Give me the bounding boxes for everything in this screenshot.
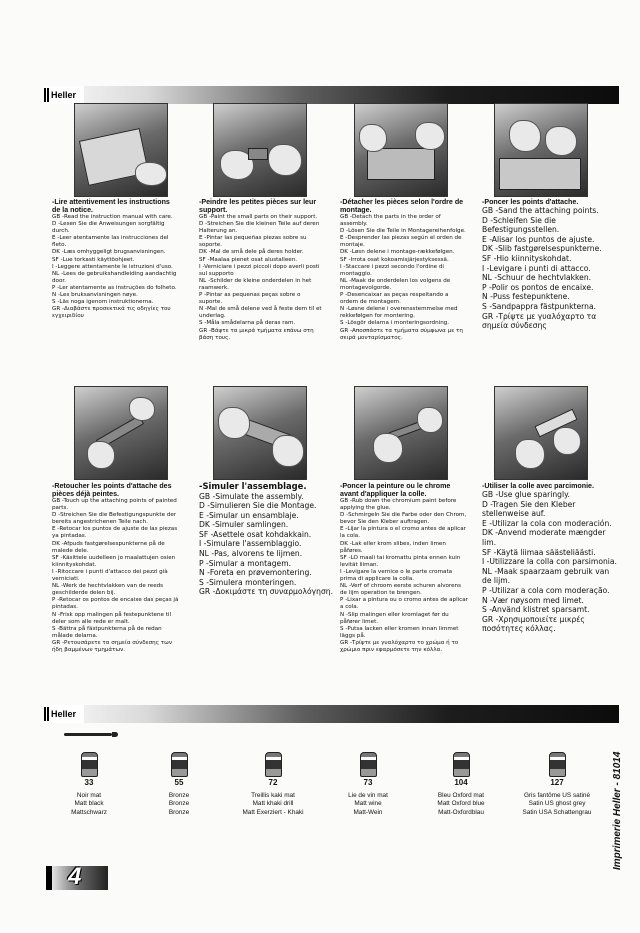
heller-logo: Heller bbox=[44, 86, 84, 104]
paint-33: 33 Noir mat Matt black Mattschwarz bbox=[34, 752, 144, 817]
step-1-photo bbox=[74, 103, 168, 197]
step-5-photo bbox=[74, 386, 168, 480]
step-3-photo bbox=[354, 103, 448, 197]
step-8-photo bbox=[494, 386, 588, 480]
paint-72: 72 Treillis kaki mat Matt khaki drill Matt Exerziert - Khaki bbox=[218, 752, 328, 817]
paint-can-icon bbox=[453, 752, 470, 777]
step-4-text: -Poncer les points d'attache. GB -Sand the attaching points. D -Schleifen Sie die Befestigungsstellen. E -Alisar los puntos de ajuste. DK -Slib fastgørelsespunkterne. SF -Hio kiinnityskohdat. I -Levigare i punti di attacco. NL -Schuur de hechtvlakken. P -Polir os pontos de encaixe. N -Puss festepunktene. S -Sandpappra fästpunkterna. GR -Τρίψτε με γυαλόχαρτο τα σημεία σύνδεσης bbox=[482, 198, 602, 331]
paint-104: 104 Bleu Oxford mat Matt Oxford blue Matt-Oxfordblau bbox=[406, 752, 516, 817]
page-number: 4 bbox=[68, 863, 82, 890]
step-3-text: -Détacher les pièces selon l'ordre de montage. GB -Detach the parts in the order of assembly. D -Lösen Sie die Teile in Montagereihenfolge. E -Desprender las piezas según el orden de montaje. DK -Løsn delene i montage-rækkefølgen. SF -Irrota osat kokoamisjärjestyksessä. I -Staccare i pezzi secondo l'ordine di montaggio. NL -Maak de onderdelen los volgens de montagevolgorde. P -Desencaixar as peças respeitando a ordem de montagem. N -Løsne delene i overensstemmelse med rekkefølgen for montering. S -Lösgör delarna i monteringsordning. GR -Αποσπάστε τα τμήματα σύμφωνα με τη σειρά μονταρίσματος. bbox=[340, 198, 466, 341]
page-number-badge bbox=[46, 863, 108, 890]
step-4-photo bbox=[494, 103, 588, 197]
step-5-text: -Retoucher les points d'attache des pièces déjà peintes. GB -Touch up the attaching points of painted parts. D -Streichen Sie die Befestigungspunkte der bereits angestrichenen Teile nach. E -Retocar los puntos de ajuste de las piezas ya pintadas. DK -Afpuds fastgørelsespunkterne på de malede dele. SF -Käsittele uudelleen jo maalattujen osien kiinnityskohdat. I -Ritoccare i punti d'attacco dei pezzi già verniciati. NL -Werk de hechtvlakken van de reeds geschilderde delen bij. P -Retocar os pontos de encaixe das peças já pintadas. N -Frisk opp malingen på festepunktene til deler som alle rede er malt. S -Bättra på fästpunkterna på de redan målade delarna. GR -Ρετουσάρετε τα σημεία σύνδεσης των ήδη βαμμένων τμημάτων. bbox=[52, 482, 179, 653]
paint-can-icon bbox=[549, 752, 566, 777]
step-8-text: -Utiliser la colle avec parcimonie. GB -Use glue sparingly. D -Tragen Sie den Kleber stellenweise auf. E -Utilizar la cola con moderación. DK -Anvend moderate mængder lim. SF -Käytä liimaa säästeliäästi. I -Utilizzare la colla con parsimonia. NL -Maak spaarzaam gebruik van de lijm. P -Utilizar a cola com moderação. N -Vær nøysom med limet. S -Använd klistret sparsamt. GR -Χρησιμοποιείτε μικρές ποσότητες κόλλας. bbox=[482, 482, 617, 634]
paint-can-icon bbox=[171, 752, 188, 777]
paint-127: 127 Gris fantôme US satiné Satin US ghost grey Satin USA Schattengrau bbox=[502, 752, 612, 817]
step-2-photo bbox=[213, 103, 307, 197]
step-1-text: -Lire attentivement les instructions de la notice. GB -Read the instruction manual with care. D -Lesen Sie die Anweisungen sorgfältig durch. E -Leer atentamente las instrucciones del fleto. DK -Læs omhyggeligt brugsanvisningen. SF -Lue torkasti käyttöohjeet. I -Leggere attentamente le istruzioni d'uso. NL -Lees de gebruikshandleiding aandachtig door. P -Ler atentamente as instruções do folheto. N -Les bruksanvisningen nøye. S -Läs noga igenom instruktionerna. GR -Διαβάστε προσεκτικά τις οδηγίες του εγχειριδίου bbox=[52, 198, 177, 320]
printer-credit: Imprimerie Heller - 81014 bbox=[612, 751, 623, 870]
glue-tube-icon bbox=[64, 733, 112, 736]
header-band bbox=[44, 86, 619, 104]
paint-can-icon bbox=[360, 752, 377, 777]
paint-can-icon bbox=[81, 752, 98, 777]
heller-logo-2: Heller bbox=[44, 705, 84, 723]
step-2-text: -Peindre les petites pièces sur leur support. GB -Paint the small parts on their support. D -Streichen Sie die kleinen Teile auf deren Halterung an. E -Pintar las pequeñas piezas sobre su soporte. DK -Mal de små dele på deres holder. SF -Maalaa pienet osat alustalleen. I -Verniciare i pezzi piccoli dopo averli posti sul supporto NL -Schilder de kleine onderdelen in het raamwerk. P -Pintar as pequenas peças sobre o suporte. N -Mal de små delene ved å feste dem til et underlag. S -Måla smådelarna på deras ram. GR -Βάψτε τα μικρά τμήματα επάνω στη βάση τους. bbox=[199, 198, 322, 341]
step-6-text: -Simuler l'assemblage. GB -Simulate the assembly. D -Simulieren Sie die Montage. E -Simular un ensamblaje. DK -Simuler samlingen. SF -Asettele osat kohdakkain. I -Simulare l'assemblaggio. NL -Pas, alvorens te lijmen. P -Simular a montagem. N -Foreta en prøvemontering. S -Simulera monteringen. GR -Δοκιμάστε τη συναρμολόγηση. bbox=[199, 481, 333, 597]
paint-band bbox=[44, 705, 619, 723]
paint-55: 55 Bronze Bronze Bronze bbox=[124, 752, 234, 817]
step-7-photo bbox=[354, 386, 448, 480]
step-7-text: -Poncer la peinture ou le chrome avant d'appliquer la colle. GB -Rub down the chromium paint before applying the glue. D -Schmirgeln Sie die Farbe oder den Chrom, bevor Sie den Kleber auftragen. E -Lijar la pintura o el cromo antes de aplicar la cola. DK -Lak eller krom slibes, inden limen påføres. SF -LO maali tai kromattu pinta ennen kuin levität liiman. I -Levigare la vernice o le parte cromata prima di applicare la colla. NL -Verf of chroom eerste schuren alvorens de lijm operation te brengen. P -Lixar a pintura ou o cromo antes de aplicar a cola. N -Slip malingen eller kromlaget før du påfører limet. S -Putsa lacken eller kromen innan limmet läggs på. GR -Τρίψτε με γυαλόχαρτο το χρώμα ή το χρώμιο πριν εφαρμόσετε την κόλλα. bbox=[340, 482, 468, 653]
paint-73: 73 Lie de vin mat Matt wine Matt-Wein bbox=[313, 752, 423, 817]
step-6-photo bbox=[213, 386, 307, 480]
paint-can-icon bbox=[265, 752, 282, 777]
